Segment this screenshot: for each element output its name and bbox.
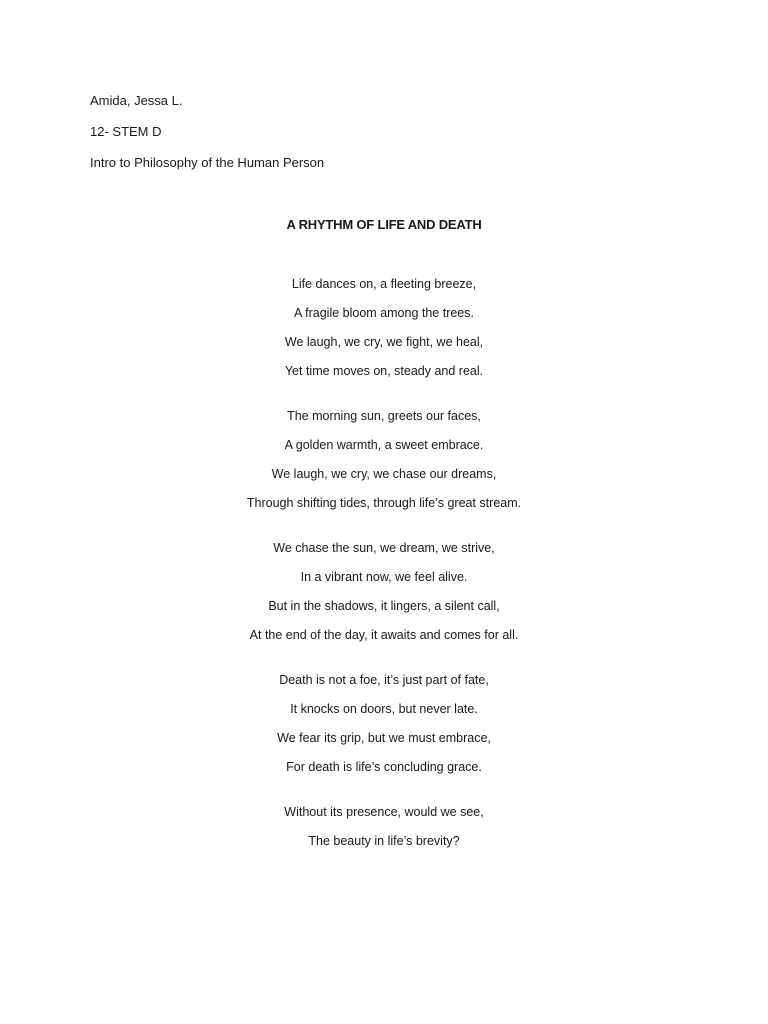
verse-line: Yet time moves on, steady and real. <box>284 364 484 378</box>
verse-line: At the end of the day, it awaits and comes for all. <box>249 628 519 642</box>
verse-line: Life dances on, a fleeting breeze, <box>291 277 477 291</box>
verse-line: We chase the sun, we dream, we strive, <box>273 541 495 555</box>
student-name: Amida, Jessa L. <box>90 93 183 108</box>
verse-line: A golden warmth, a sweet embrace. <box>284 438 484 452</box>
verse-line: It knocks on doors, but never late. <box>290 702 478 716</box>
verse-line: The morning sun, greets our faces, <box>287 409 481 423</box>
stanza-3 <box>0 540 768 643</box>
verse-line: We laugh, we cry, we fight, we heal, <box>284 335 484 349</box>
verse-line: The beauty in life’s brevity? <box>308 834 460 848</box>
verse-line: In a vibrant now, we feel alive. <box>300 570 468 584</box>
stanza-4 <box>0 672 768 775</box>
stanza-5 <box>0 804 768 849</box>
verse-line: A fragile bloom among the trees. <box>294 306 474 320</box>
verse-line: Death is not a foe, it’s just part of fate, <box>279 673 489 687</box>
verse-line: We fear its grip, but we must embrace, <box>277 731 491 745</box>
verse-line: Without its presence, would we see, <box>284 805 484 819</box>
grade-section: 12- STEM D <box>90 124 162 139</box>
poem-title: A RHYTHM OF LIFE AND DEATH <box>286 217 482 232</box>
verse-line: We laugh, we cry, we chase our dreams, <box>271 467 497 481</box>
course-title: Intro to Philosophy of the Human Person <box>90 155 325 170</box>
verse-line: For death is life’s concluding grace. <box>286 760 482 774</box>
stanza-2 <box>0 408 768 511</box>
poem-body <box>0 276 768 878</box>
verse-line: But in the shadows, it lingers, a silent call, <box>268 599 500 613</box>
student-header <box>90 93 324 186</box>
stanza-1 <box>0 276 768 379</box>
verse-line: Through shifting tides, through life’s great stream. <box>246 496 522 510</box>
